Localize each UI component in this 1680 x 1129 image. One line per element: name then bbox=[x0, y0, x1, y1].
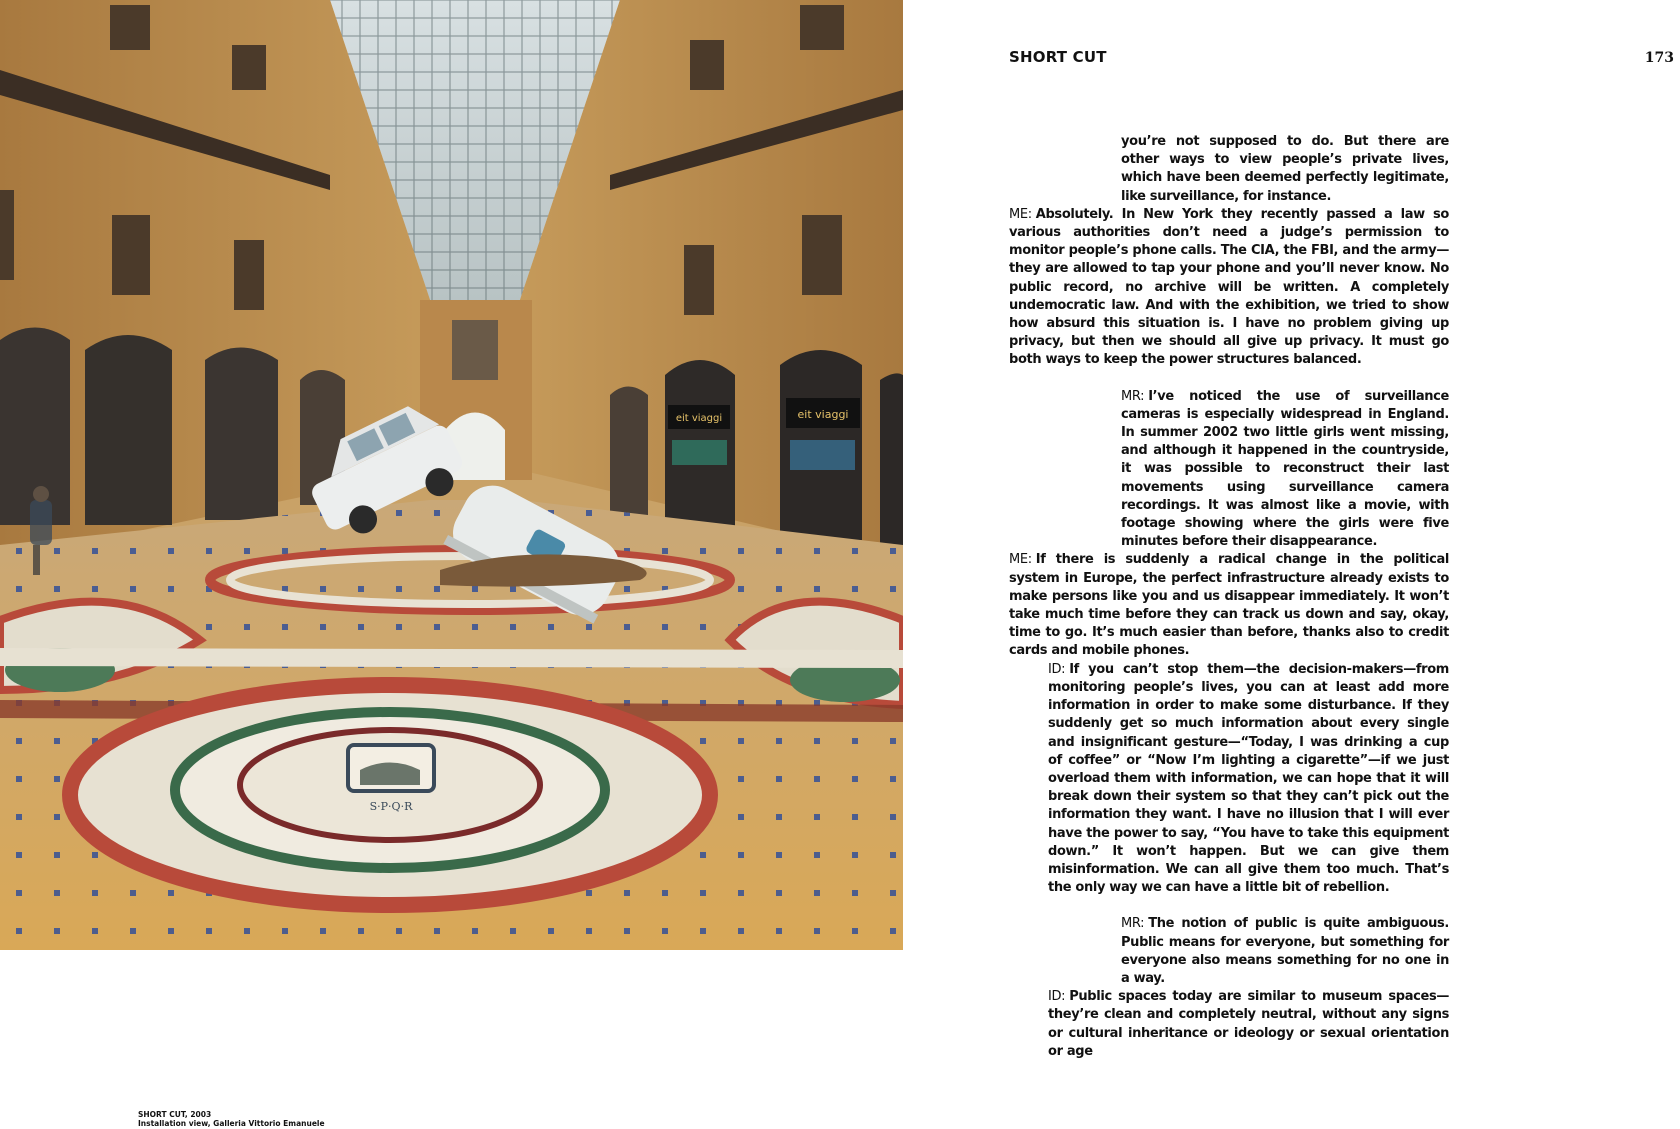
speaker-label: ME: bbox=[1009, 206, 1032, 222]
paragraph-text: If there is suddenly a radical change in the political system in Europe, the perfect infrastructure already exists to make persons like you and us disappear immediately. It won’t take much time before they can track us down and say, okay, time to go. It’s much easier than before, thanks also to credit cards and mobile phones. bbox=[1009, 552, 1449, 659]
running-head: SHORT CUT bbox=[1009, 48, 1107, 66]
paragraph bbox=[1121, 388, 1449, 552]
installation-photo bbox=[0, 0, 903, 950]
paragraph-text: Public spaces today are similar to museum spaces—they’re clean and completely neutral, without any signs or cultural inheritance or ideology or sexual orientation or age bbox=[1048, 989, 1449, 1059]
interview-text bbox=[1009, 133, 1449, 1061]
speaker-label: ME: bbox=[1009, 552, 1032, 568]
photo-caption bbox=[138, 1110, 325, 1128]
shop-sign-right: eit viaggi bbox=[797, 408, 849, 421]
paragraph-text: Absolutely. In New York they recently passed a law so various authorities don’t need a judge’s permission to monitor people’s phone calls. The CIA, the FBI, and the army—they are allowed to tap your phone and you’ll never know. No public record, no archive will be written. A completely undemocratic law. And with the exhibition, we tried to show how absurd this situation is. I have no problem giving up privacy, but then we should all give up privacy. It must go both ways to keep the power structures balanced. bbox=[1009, 206, 1449, 368]
paragraph bbox=[1048, 988, 1449, 1061]
caption-detail: Installation view, Galleria Vittorio Emanuele bbox=[138, 1119, 325, 1128]
paragraph bbox=[1048, 661, 1449, 898]
paragraph-text: If you can’t stop them—the decision-makers—from monitoring people’s lives, you can at least add more information in order to make some disturbance. If they suddenly get so much information about every single and insignificant gesture—“Today, I was drinking a cup of coffee” or “Now I’m lighting a cigarette”—if we just overload them with information, we can hope that it will break down their system so that they can’t pick out the information they want. I have no illusion that I will ever have the power to say, “You have to take this equipment down.” It won’t happen. But we can give them misinformation. We can all give them too much. That’s the only way we can have a little bit of rebellion. bbox=[1048, 661, 1449, 896]
shop-sign-left: eit viaggi bbox=[675, 413, 723, 424]
paragraph bbox=[1009, 551, 1449, 660]
paragraph bbox=[1121, 915, 1449, 988]
speaker-label: MR: bbox=[1121, 916, 1145, 932]
speaker-label: ID: bbox=[1048, 661, 1066, 677]
caption-title: SHORT CUT, 2003 bbox=[138, 1110, 212, 1119]
galleria-photo-illustration bbox=[0, 0, 903, 950]
floor-emblem-text: S·P·Q·R bbox=[369, 800, 413, 813]
paragraph bbox=[1009, 206, 1449, 370]
paragraph-text: I’ve noticed the use of surveillance cameras is especially widespread in England. In summer 2002 two little girls went missing, and although it happened in the countryside, it was possible to reconstruct their last movements using surveillance camera recordings. It was almost like a movie, with footage showing where the girls were five minutes before their disappearance. bbox=[1121, 388, 1449, 550]
speaker-label: ID: bbox=[1048, 989, 1066, 1005]
paragraph bbox=[1121, 133, 1449, 206]
page-number: 173 bbox=[1644, 50, 1674, 66]
paragraph-text: you’re not supposed to do. But there are other ways to view people’s private lives, which have been deemed perfectly legitimate, like surveillance, for instance. bbox=[1121, 134, 1449, 204]
speaker-label: MR: bbox=[1121, 388, 1145, 404]
paragraph-text: The notion of public is quite ambiguous. Public means for everyone, but something for everyone also means something for no one in a way. bbox=[1121, 916, 1449, 986]
